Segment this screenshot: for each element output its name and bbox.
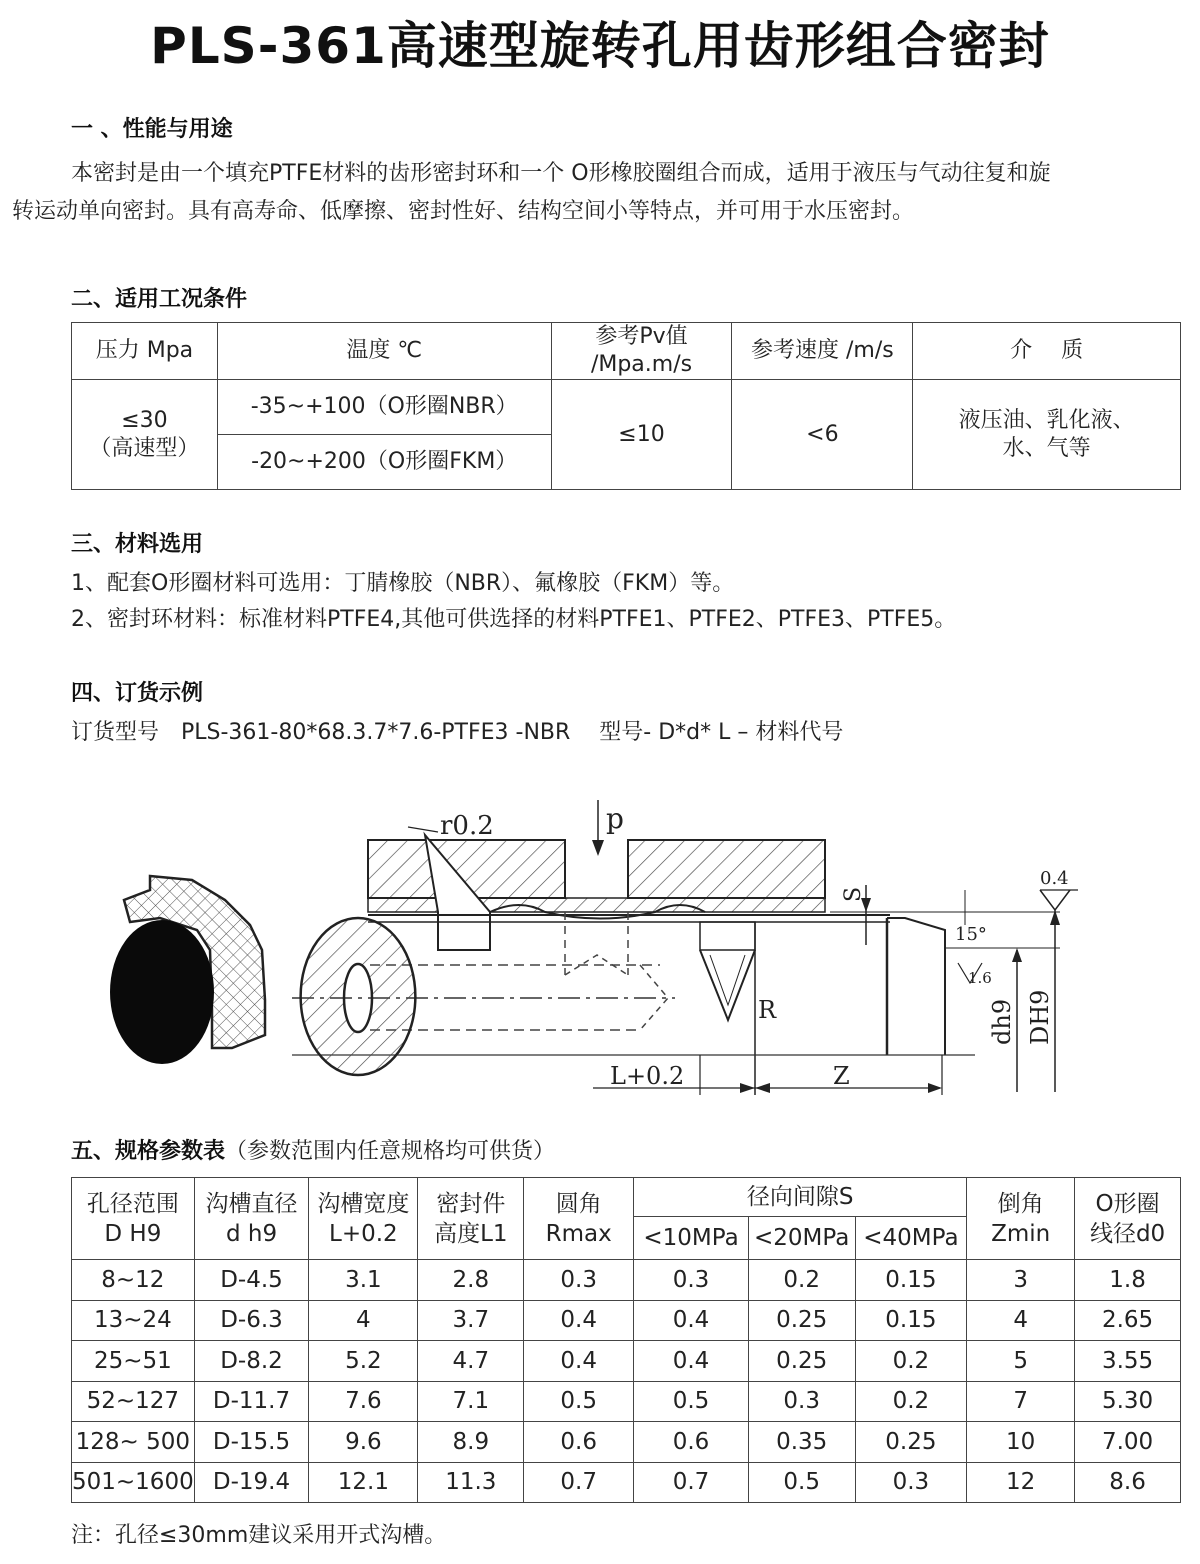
section-1-text-line2: 转运动单向密封。具有高寿命、低摩擦、密封性好、结构空间小等特点，并可用于水压密封。: [12, 199, 915, 224]
cell: 7.1: [418, 1381, 524, 1422]
cell: 5: [967, 1341, 1075, 1382]
cell: 0.25: [748, 1300, 855, 1341]
header-speed: 参考速度 /m/s: [732, 323, 913, 380]
section-1-text-line1: 本密封是由一个填充PTFE材料的齿形密封环和一个 O形橡胶圈组合而成，适用于液压与气动往复和旋: [71, 161, 1051, 186]
section-5-heading: [71, 1134, 555, 1165]
materials-item-2: 2、密封环材料：标准材料PTFE4,其他可供选择的材料PTFE1、PTFE2、PTFE3、PTFE5。: [71, 607, 957, 632]
section-5-title: 五、规格参数表: [71, 1139, 226, 1164]
seal-detail: [110, 876, 265, 1064]
cell: 0.5: [634, 1381, 749, 1422]
header-medium: 介 质: [913, 323, 1181, 380]
cell: 0.2: [855, 1341, 967, 1382]
header-chamfer: 倒角 Zmin: [967, 1178, 1075, 1260]
section-2-title: 二、适用工况条件: [71, 287, 248, 312]
section-5-subtitle: （参数范围内任意规格均可供货）: [225, 1139, 556, 1164]
header-temperature: 温度 ℃: [217, 323, 551, 380]
cell: 4: [309, 1300, 418, 1341]
cell: 0.15: [855, 1300, 967, 1341]
header-groove-diameter: 沟槽直径 d h9: [194, 1178, 309, 1260]
cell: 2.65: [1075, 1300, 1181, 1341]
cell: 52~127: [72, 1381, 195, 1422]
cell: 5.30: [1075, 1381, 1181, 1422]
header-seal-height: 密封件 高度L1: [418, 1178, 524, 1260]
cell: 0.3: [524, 1260, 634, 1301]
cell: 0.6: [524, 1422, 634, 1463]
cell: 7: [967, 1381, 1075, 1422]
label-angle: 15°: [955, 924, 987, 945]
section-1-title: 一 、性能与用途: [71, 117, 233, 142]
cell: 4.7: [418, 1341, 524, 1382]
cell: D-11.7: [194, 1381, 309, 1422]
cell: 0.5: [524, 1381, 634, 1422]
section-4-title: 四、订货示例: [71, 681, 204, 706]
cell: 0.2: [855, 1381, 967, 1422]
o-ring-shape: [110, 920, 214, 1064]
cell: D-4.5: [194, 1260, 309, 1301]
cell: 0.3: [748, 1381, 855, 1422]
cell: 5.2: [309, 1341, 418, 1382]
cell: 0.25: [855, 1422, 967, 1463]
cell: 0.5: [748, 1462, 855, 1503]
cell: 0.2: [748, 1260, 855, 1301]
header-radial-clearance: 径向间隙S: [634, 1178, 967, 1217]
cell: 128~ 500: [72, 1422, 195, 1463]
label-s: S: [841, 886, 866, 902]
cell: 0.3: [634, 1260, 749, 1301]
cell: 8.9: [418, 1422, 524, 1463]
cell: 0.4: [524, 1341, 634, 1382]
cell: D-6.3: [194, 1300, 309, 1341]
cell: D-15.5: [194, 1422, 309, 1463]
cell: 3.1: [309, 1260, 418, 1301]
cell-temp-fkm: -20~+200（O形圈FKM）: [217, 435, 551, 490]
cell: 0.7: [524, 1462, 634, 1503]
cell: 3: [967, 1260, 1075, 1301]
cell-speed: <6: [732, 380, 913, 490]
table-row: [72, 1300, 1181, 1341]
cell: 0.4: [524, 1300, 634, 1341]
cell: 11.3: [418, 1462, 524, 1503]
label-finish-16: 1.6: [968, 969, 992, 987]
cell-temp-nbr: -35~+100（O形圈NBR）: [217, 380, 551, 435]
order-example: 订货型号 PLS-361-80*68.3.7*7.6-PTFE3 -NBR 型号- D*d* L – 材料代号: [71, 720, 844, 745]
cell: 12.1: [309, 1462, 418, 1503]
header-groove-width: 沟槽宽度 L+0.2: [309, 1178, 418, 1260]
cell: 0.7: [634, 1462, 749, 1503]
label-p: p: [606, 802, 624, 835]
spec-table: [71, 1177, 1181, 1503]
cell-medium: 液压油、乳化液、 水、气等: [913, 380, 1181, 490]
table-row: [72, 1381, 1181, 1422]
cell: 0.4: [634, 1341, 749, 1382]
cell: D-8.2: [194, 1341, 309, 1382]
cell: 4: [967, 1300, 1075, 1341]
header-clearance-20mpa: <20MPa: [748, 1217, 855, 1260]
cell: 7.00: [1075, 1422, 1181, 1463]
cell: 9.6: [309, 1422, 418, 1463]
bore-ring: [301, 918, 416, 1075]
cell: 0.15: [855, 1260, 967, 1301]
cell: 3.55: [1075, 1341, 1181, 1382]
label-r02: r0.2: [440, 811, 494, 841]
cell: 0.35: [748, 1422, 855, 1463]
cell: 3.7: [418, 1300, 524, 1341]
label-finish-04: 0.4: [1040, 868, 1069, 889]
label-r: R: [758, 996, 777, 1024]
label-dh9: dh9: [988, 998, 1016, 1045]
label-DH9: DH9: [1026, 989, 1054, 1045]
header-fillet: 圆角 Rmax: [524, 1178, 634, 1260]
header-pressure: 压力 Mpa: [72, 323, 218, 380]
cell: 7.6: [309, 1381, 418, 1422]
table-row: [72, 1462, 1181, 1503]
cell: 8.6: [1075, 1462, 1181, 1503]
header-pv: 参考Pv值 /Mpa.m/s: [551, 323, 732, 380]
cell: 13~24: [72, 1300, 195, 1341]
table-row: [72, 1341, 1181, 1382]
header-oring-section: O形圈 线径d0: [1075, 1178, 1181, 1260]
cell-pv: ≤10: [551, 380, 732, 490]
seal-cross-section-drawing: [0, 780, 1200, 1110]
table-row: [72, 1422, 1181, 1463]
label-l02: L+0.2: [610, 1062, 685, 1090]
cell: 0.3: [855, 1462, 967, 1503]
table-row: [72, 1260, 1181, 1301]
section-3-title: 三、材料选用: [71, 532, 204, 557]
housing: [368, 835, 825, 950]
cell: 0.25: [748, 1341, 855, 1382]
header-clearance-10mpa: <10MPa: [634, 1217, 749, 1260]
materials-item-1: 1、配套O形圈材料可选用：丁腈橡胶（NBR）、氟橡胶（FKM）等。: [71, 571, 735, 596]
conditions-table: [71, 322, 1181, 490]
page-title: PLS-361高速型旋转孔用齿形组合密封: [150, 17, 1050, 75]
cell: 8~12: [72, 1260, 195, 1301]
label-z: Z: [833, 1062, 850, 1090]
cell: 501~1600: [72, 1462, 195, 1503]
cell: 2.8: [418, 1260, 524, 1301]
cell: 0.4: [634, 1300, 749, 1341]
cell: 12: [967, 1462, 1075, 1503]
header-clearance-40mpa: <40MPa: [855, 1217, 967, 1260]
cell-pressure: ≤30 （高速型）: [72, 380, 218, 490]
cell: 10: [967, 1422, 1075, 1463]
cell: 25~51: [72, 1341, 195, 1382]
cell: D-19.4: [194, 1462, 309, 1503]
header-bore-range: 孔径范围 D H9: [72, 1178, 195, 1260]
cell: 0.6: [634, 1422, 749, 1463]
cell: 1.8: [1075, 1260, 1181, 1301]
footnote: 注：孔径≤30mm建议采用开式沟槽。: [71, 1523, 447, 1548]
